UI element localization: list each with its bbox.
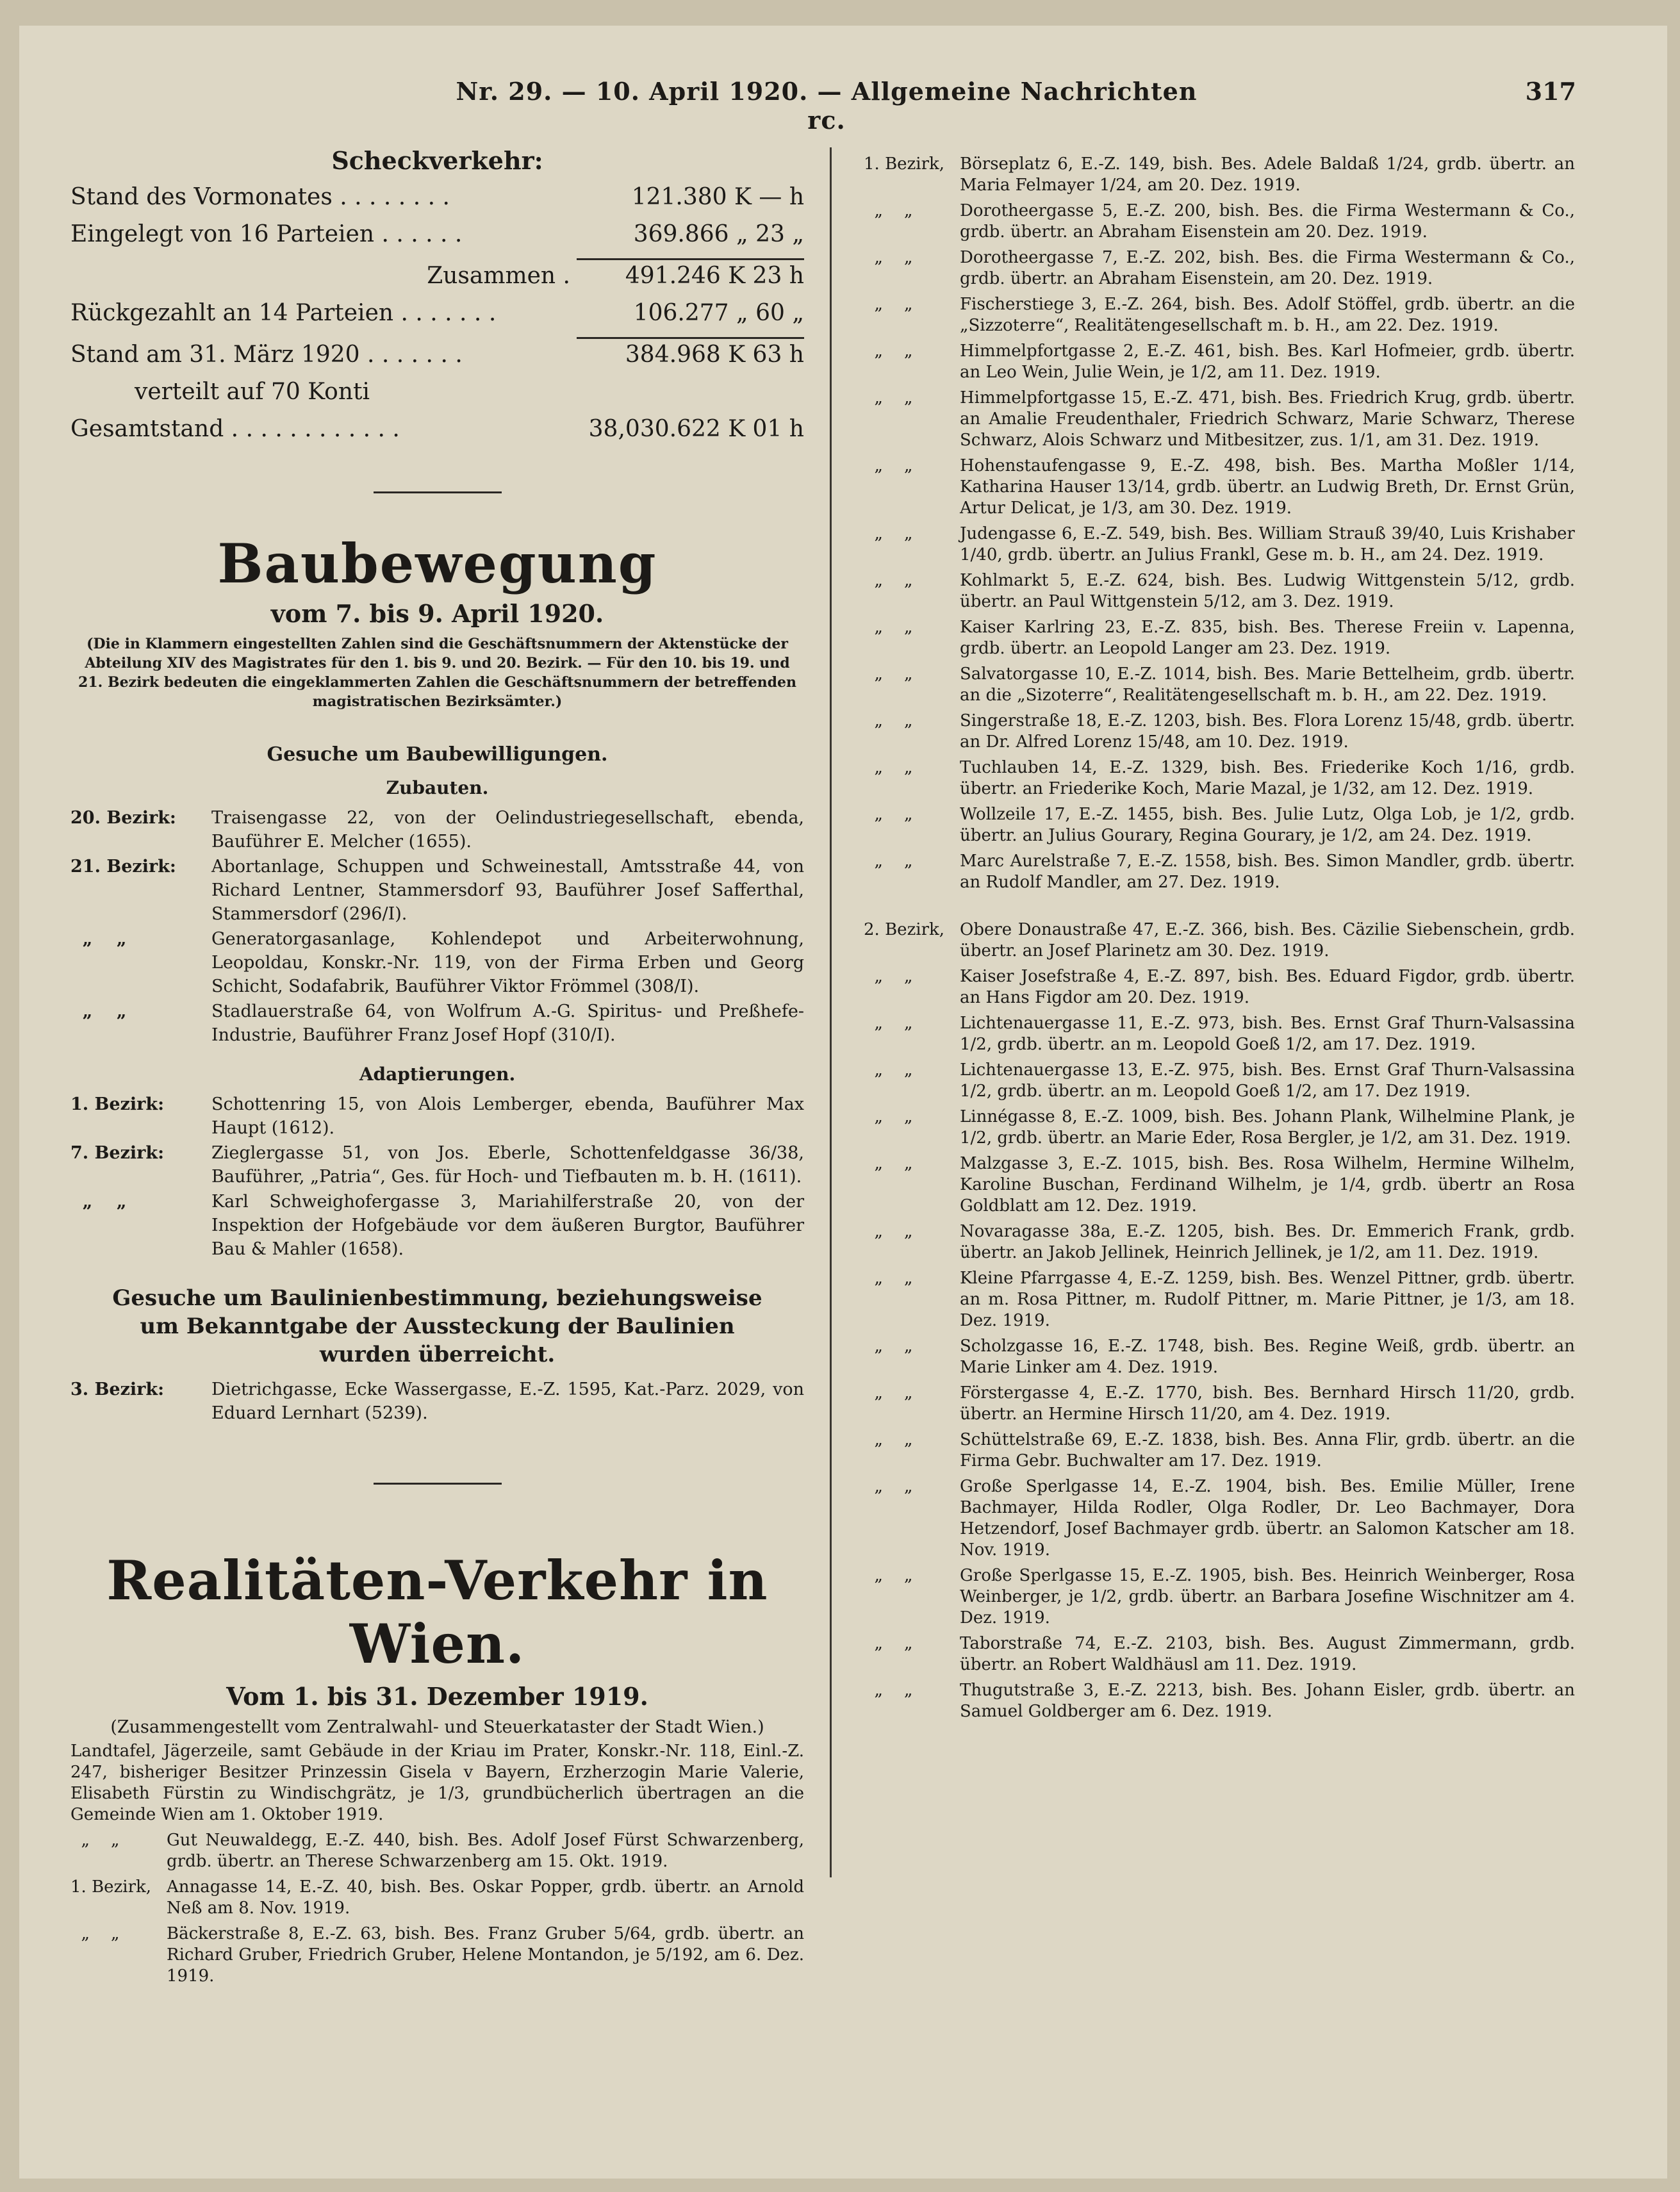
table-row: Rückgezahlt an 14 Parteien . . . . . . . 106.277 „ 60 „: [70, 300, 804, 326]
entry-label: „ „: [864, 1681, 913, 1700]
entry-label: 1. Bezirk,: [864, 154, 945, 174]
list-item: [864, 1476, 1575, 1561]
page-header: [0, 77, 1680, 135]
entry-text: Salvatorgasse 10, E.-Z. 1014, bish. Bes. Marie Bettelheim, grdb. übertr. an die „Sizoterre“, Realitätengesellschaft m. b. H., am 22. Dez. 1919.: [960, 664, 1575, 705]
list-item: [864, 757, 1575, 800]
entry-label: „ „: [864, 248, 913, 267]
entry-text: Taborstraße 74, E.-Z. 2103, bish. Bes. August Zimmermann, grdb. übertr. an Robert Waldhäusl am 11. Dez. 1919.: [960, 1634, 1575, 1674]
entry-text: Lichtenauergasse 13, E.-Z. 975, bish. Bes. Ernst Graf Thurn-Valsassina 1/2, grdb. übertr. an m. Leopold Goeß 1/2, am 17. Dez 1919.: [960, 1060, 1575, 1101]
entry-text: Linnégasse 8, E.-Z. 1009, bish. Bes. Johann Plank, Wilhelmine Plank, je 1/2, grdb. übertr. an Marie Eder, Rosa Bergler, je 1/2, am 31. Dez. 1919.: [960, 1107, 1575, 1148]
list-item: [864, 388, 1575, 451]
entry-label: „ „: [864, 295, 913, 314]
entry-label: 2. Bezirk,: [864, 920, 945, 939]
entry-text: Kleine Pfarrgasse 4, E.-Z. 1259, bish. Bes. Wenzel Pittner, grdb. übertr. an m. Rosa Pittner, m. Rudolf Pittner, m. Marie Pittner, je 1/3, am 18. Dez. 1919.: [960, 1269, 1575, 1330]
list-item: [864, 201, 1575, 243]
entry-label: „ „: [864, 1383, 913, 1403]
entry-text: Himmelpfortgasse 15, E.-Z. 471, bish. Bes. Friedrich Krug, grdb. übertr. an Amalie Freudenthaler, Friedrich Schwarz, Marie Schwarz, Therese Schwarz, Alois Schwarz und Mitbesitzer, zus. 1/1, am 31. Dez. 1919.: [960, 388, 1575, 450]
entry-text: Hohenstaufengasse 9, E.-Z. 498, bish. Bes. Martha Moßler 1/14, Katharina Hauser 13/14, grdb. übertr. an Ludwig Breth, Dr. Ernst Grün, Artur Delicat, je 1/3, am 30. Dez. 1919.: [960, 456, 1575, 518]
entry-label: „ „: [864, 1477, 913, 1496]
entry-label: „ „: [864, 805, 913, 824]
list-item: [864, 1268, 1575, 1331]
entry-text: Große Sperlgasse 14, E.-Z. 1904, bish. Bes. Emilie Müller, Irene Bachmayer, Hilda Rodler, Olga Rodler, Dr. Leo Bachmayer, Dora Hetzendorf, Josef Bachmayer grdb. übertr. an Salomon Katscher am 18. Nov. 1919.: [960, 1477, 1575, 1560]
entry-label: „ „: [864, 201, 913, 220]
entry-label: „ „: [864, 1014, 913, 1033]
entry-text: Marc Aurelstraße 7, E.-Z. 1558, bish. Bes. Simon Mandler, grdb. übertr. an Rudolf Mandler, am 27. Dez. 1919.: [960, 852, 1575, 892]
entry-text: Kohlmarkt 5, E.-Z. 624, bish. Bes. Ludwig Wittgenstein 5/12, grdb. übertr. an Paul Wittgenstein 5/12, am 3. Dez. 1919.: [960, 571, 1575, 611]
list-item: 3. Bezirk: Dietrichgasse, Ecke Wassergasse, E.-Z. 1595, Kat.-Parz. 2029, von Eduard Lernhart (5239).: [70, 1380, 804, 1423]
entry-text: Novaragasse 38a, E.-Z. 1205, bish. Bes. Dr. Emmerich Frank, grdb. übertr. an Jakob Jellinek, Heinrich Jellinek, je 1/2, am 11. Dez. 1919.: [960, 1222, 1575, 1262]
entry-label: „ „: [864, 758, 913, 777]
entry-label: „ „: [864, 456, 913, 475]
list-item: [864, 247, 1575, 290]
list-item: [864, 1336, 1575, 1378]
list-item: [864, 1633, 1575, 1676]
list-item: [864, 1383, 1575, 1425]
entry-label: „ „: [864, 1222, 913, 1241]
right-column: [864, 154, 1575, 1727]
entry-text: Kaiser Josefstraße 4, E.-Z. 897, bish. Bes. Eduard Figdor, grdb. übertr. an Hans Figdor am 20. Dez. 1919.: [960, 967, 1575, 1007]
list-item: „ „ Stadlauerstraße 64, von Wolfrum A.-G. Spiritus- und Preßhefe-Industrie, Bauführer Franz Josef Hopf (310/I).: [70, 1001, 804, 1045]
list-item: [864, 154, 1575, 196]
entry-label: „ „: [864, 342, 913, 361]
entry-text: Scholzgasse 16, E.-Z. 1748, bish. Bes. Regine Weiß, grdb. übertr. an Marie Linker am 4. Dez. 1919.: [960, 1337, 1575, 1377]
list-item: 1. Bezirk, Annagasse 14, E.-Z. 40, bish. Bes. Oskar Popper, grdb. übertr. an Arnold Neß am 8. Nov. 1919.: [70, 1877, 804, 1918]
subsection-heading: Adaptierungen.: [359, 1064, 516, 1085]
entry-label: „ „: [864, 524, 913, 543]
entry-label: „ „: [864, 711, 913, 730]
list-item: „ „ Bäckerstraße 8, E.-Z. 63, bish. Bes. Franz Gruber 5/64, grdb. übertr. an Richard Gruber, Friedrich Gruber, Helene Montandon, je 5/192, am 6. Dez. 1919.: [70, 1924, 804, 1986]
sum-rule: [577, 258, 804, 263]
entry-label: „ „: [864, 618, 913, 637]
list-item: [864, 851, 1575, 893]
scheckverkehr-title: Scheckverkehr:: [331, 146, 543, 175]
entry-label: „ „: [864, 852, 913, 871]
entry-label: „ „: [864, 1269, 913, 1288]
subsection-heading: Zubauten.: [386, 777, 489, 798]
entry-label: „ „: [864, 571, 913, 590]
list-item: [864, 570, 1575, 613]
header-title: Nr. 29. — 10. April 1920. — Allgemeine Nachrichten rc.: [456, 77, 1198, 135]
entry-text: Himmelpfortgasse 2, E.-Z. 461, bish. Bes. Karl Hofmeier, grdb. übertr. an Leo Wein, Julie Wein, je 1/2, am 11. Dez. 1919.: [960, 342, 1575, 382]
entry-text: Lichtenauergasse 11, E.-Z. 973, bish. Bes. Ernst Graf Thurn-Valsassina 1/2, grdb. übertr. an m. Leopold Goeß 1/2, am 17. Dez. 1919.: [960, 1014, 1575, 1054]
entry-label: „ „: [864, 1154, 913, 1173]
baubewegung-note: (Die in Klammern eingestellten Zahlen sind die Geschäftsnummern der Aktenstücke der Abteilung XIV des Magistrates für den 1. bis 9. und 20. Bezirk. — Für den 10. bis 19. und 21. Bezirk bedeuten die eingeklammerten Zahlen die Geschäftsnummern der betreffenden magistratischen Bezirksämter.): [78, 636, 796, 710]
list-item: [864, 1107, 1575, 1149]
entry-text: Dorotheergasse 5, E.-Z. 200, bish. Bes. die Firma Westermann & Co., grdb. übertr. an Abraham Eisenstein am 20. Dez. 1919.: [960, 201, 1575, 242]
entry-label: „ „: [864, 388, 913, 408]
list-item: [864, 919, 1575, 962]
list-item: [864, 1221, 1575, 1264]
table-row: Stand am 31. März 1920 . . . . . . . 384.968 K 63 h: [70, 342, 804, 368]
entry-text: Kaiser Karlring 23, E.-Z. 835, bish. Bes. Therese Freiin v. Lapenna, grdb. übertr. an Leopold Langer am 23. Dez. 1919.: [960, 618, 1575, 658]
entry-text: Fischerstiege 3, E.-Z. 264, bish. Bes. Adolf Stöffel, grdb. übertr. an die „Sizzoterre“, Realitätengesellschaft m. b. H., am 22. Dez. 1919.: [960, 295, 1575, 335]
entry-label: „ „: [864, 664, 913, 684]
entry-label: „ „: [864, 967, 913, 986]
left-column: [70, 141, 804, 1991]
entry-label: „ „: [864, 1430, 913, 1449]
adaptierungen-list: [70, 1092, 804, 1261]
entry-label: „ „: [864, 1107, 913, 1126]
baulinien-heading: Gesuche um Baulinienbestimmung, beziehungsweise um Bekanntgabe der Aussteckung der Baulinien wurden überreicht.: [112, 1285, 762, 1367]
entry-text: Tuchlauben 14, E.-Z. 1329, bish. Bes. Friederike Koch 1/16, grdb. übertr. an Friederike Koch, Marie Mazal, je 1/32, am 12. Dez. 1919.: [960, 758, 1575, 798]
list-item: 7. Bezirk: Zieglergasse 51, von Jos. Eberle, Schottenfeldgasse 36/38, Bauführer, „Patria“, Ges. für Hoch- und Tiefbauten m. b. H. (1611).: [70, 1143, 804, 1187]
column-divider: [830, 147, 832, 1877]
entry-text: Malzgasse 3, E.-Z. 1015, bish. Bes. Rosa Wilhelm, Hermine Wilhelm, Karoline Buschan, Ferdinand Wilhelm, je 1/4, grdb. übertr an Rosa Goldblatt am 12. Dez. 1919.: [960, 1154, 1575, 1215]
realitaeten-title: Realitäten-Verkehr in Wien.: [106, 1549, 768, 1676]
entry-text: Schüttelstraße 69, E.-Z. 1838, bish. Bes. Anna Flir, grdb. übertr. an die Firma Gebr. Buchwalter am 17. Dez. 1919.: [960, 1430, 1575, 1471]
list-item: 21. Bezirk: Abortanlage, Schuppen und Schweinestall, Amtsstraße 44, von Richard Lentner, Stammersdorf 93, Bauführer Josef Safferthal, Stammersdorf (296/I).: [70, 857, 804, 924]
list-item: [864, 341, 1575, 383]
list-item: [864, 1060, 1575, 1102]
page-number: 317: [1525, 77, 1576, 106]
section-heading: Gesuche um Baubewilligungen.: [267, 743, 608, 766]
list-item: Landtafel, Jägerzeile, samt Gebäude in der Kriau im Prater, Konskr.-Nr. 118, Einl.-Z. 247, bisheriger Besitzer Prinzessin Gisela v Bayern, Erzherzogin Marie Valerie, Elisabeth Fürstin zu Windischgrätz, je 1/3, grundbücherlich übertragen an die Gemeinde Wien am 1. Oktober 1919.: [70, 1742, 804, 1824]
realitaeten-source: (Zusammengestellt vom Zentralwahl- und Steuerkataster der Stadt Wien.): [110, 1717, 764, 1737]
entry-text: Förstergasse 4, E.-Z. 1770, bish. Bes. Bernhard Hirsch 11/20, grdb. übertr. an Hermine Hirsch 11/20, am 4. Dez. 1919.: [960, 1383, 1575, 1424]
entry-text: Große Sperlgasse 15, E.-Z. 1905, bish. Bes. Heinrich Weinberger, Rosa Weinberger, je 1/2, grdb. übertr. an Barbara Josefine Wischnitzer am 4. Dez. 1919.: [960, 1566, 1575, 1628]
section-separator: [374, 491, 502, 493]
table-row: Eingelegt von 16 Parteien . . . . . . 369.866 „ 23 „: [70, 221, 804, 247]
entry-label: „ „: [864, 1634, 913, 1653]
list-item: [864, 1153, 1575, 1217]
baubewegung-subtitle: vom 7. bis 9. April 1920.: [270, 599, 604, 628]
list-item: 1. Bezirk: Schottenring 15, von Alois Lemberger, ebenda, Bauführer Max Haupt (1612).: [70, 1094, 804, 1138]
list-item: [864, 966, 1575, 1009]
list-item: „ „ Gut Neuwaldegg, E.-Z. 440, bish. Bes. Adolf Josef Fürst Schwarzenberg, grdb. übertr. an Therese Schwarzenberg am 15. Okt. 1919.: [70, 1831, 804, 1871]
realitaeten-subtitle: Vom 1. bis 31. Dezember 1919.: [226, 1682, 648, 1711]
list-item: [864, 523, 1575, 566]
entry-text: Judengasse 6, E.-Z. 549, bish. Bes. William Strauß 39/40, Luis Krishaber 1/40, grdb. übertr. an Julius Frankl, Gese m. b. H., am 24. Dez. 1919.: [960, 524, 1575, 564]
list-item: [864, 711, 1575, 753]
list-item: [864, 1565, 1575, 1629]
sum-rule: [577, 337, 804, 342]
entry-label: „ „: [864, 1337, 913, 1356]
entry-label: „ „: [864, 1566, 913, 1585]
entry-text: Wollzeile 17, E.-Z. 1455, bish. Bes. Julie Lutz, Olga Lob, je 1/2, grdb. übertr. an Julius Gourary, Regina Gourary, je 1/2, am 24. Dez. 1919.: [960, 805, 1575, 845]
list-item: [864, 456, 1575, 519]
entry-text: Obere Donaustraße 47, E.-Z. 366, bish. Bes. Cäzilie Siebenschein, grdb. übertr. an Josef Plarinetz am 30. Dez. 1919.: [960, 920, 1575, 960]
table-row: Gesamtstand . . . . . . . . . . . . 38,030.622 K 01 h: [70, 416, 804, 442]
list-item: [864, 804, 1575, 846]
entry-gap: [864, 898, 1575, 919]
list-item: „ „ Generatorgasanlage, Kohlendepot und Arbeiterwohnung, Leopoldau, Konskr.-Nr. 119, von der Firma Erben und Georg Schicht, Sodafabrik, Bauführer Viktor Frömmel (308/I).: [70, 929, 804, 996]
list-item: [864, 1013, 1575, 1055]
realitaeten-left-list: [70, 1741, 804, 1987]
scheckverkehr-table: [70, 184, 804, 453]
entry-text: Singerstraße 18, E.-Z. 1203, bish. Bes. Flora Lorenz 15/48, grdb. übertr. an Dr. Alfred Lorenz 15/48, am 10. Dez. 1919.: [960, 711, 1575, 752]
zubauten-list: [70, 806, 804, 1047]
entry-text: Dorotheergasse 7, E.-Z. 202, bish. Bes. die Firma Westermann & Co., grdb. übertr. an Abraham Eisenstein, am 20. Dez. 1919.: [960, 248, 1575, 288]
entry-label: „ „: [864, 1060, 913, 1080]
list-item: [864, 1680, 1575, 1722]
section-separator: [374, 1483, 502, 1485]
list-item: [864, 617, 1575, 659]
table-row: verteilt auf 70 Konti: [135, 379, 370, 405]
list-item: „ „ Karl Schweighofergasse 3, Mariahilferstraße 20, von der Inspektion der Hofgebäude vor dem äußeren Burgtor, Bauführer Bau & Mahler (1658).: [70, 1192, 804, 1259]
list-item: [864, 1430, 1575, 1472]
list-item: [864, 294, 1575, 336]
baubewegung-title: Baubewegung: [217, 532, 657, 595]
entry-text: Thugutstraße 3, E.-Z. 2213, bish. Bes. Johann Eisler, grdb. übertr. an Samuel Goldberger am 6. Dez. 1919.: [960, 1681, 1575, 1721]
list-item: [864, 664, 1575, 706]
table-row: Zusammen . 491.246 K 23 h: [427, 263, 804, 289]
list-item: 20. Bezirk: Traisengasse 22, von der Oelindustriegesellschaft, ebenda, Bauführer E. Melcher (1655).: [70, 808, 804, 852]
table-row: Stand des Vormonates . . . . . . . . 121.380 K — h: [70, 184, 804, 210]
entry-text: Börseplatz 6, E.-Z. 149, bish. Bes. Adele Baldaß 1/24, grdb. übertr. an Maria Felmayer 1/24, am 20. Dez. 1919.: [960, 154, 1575, 195]
